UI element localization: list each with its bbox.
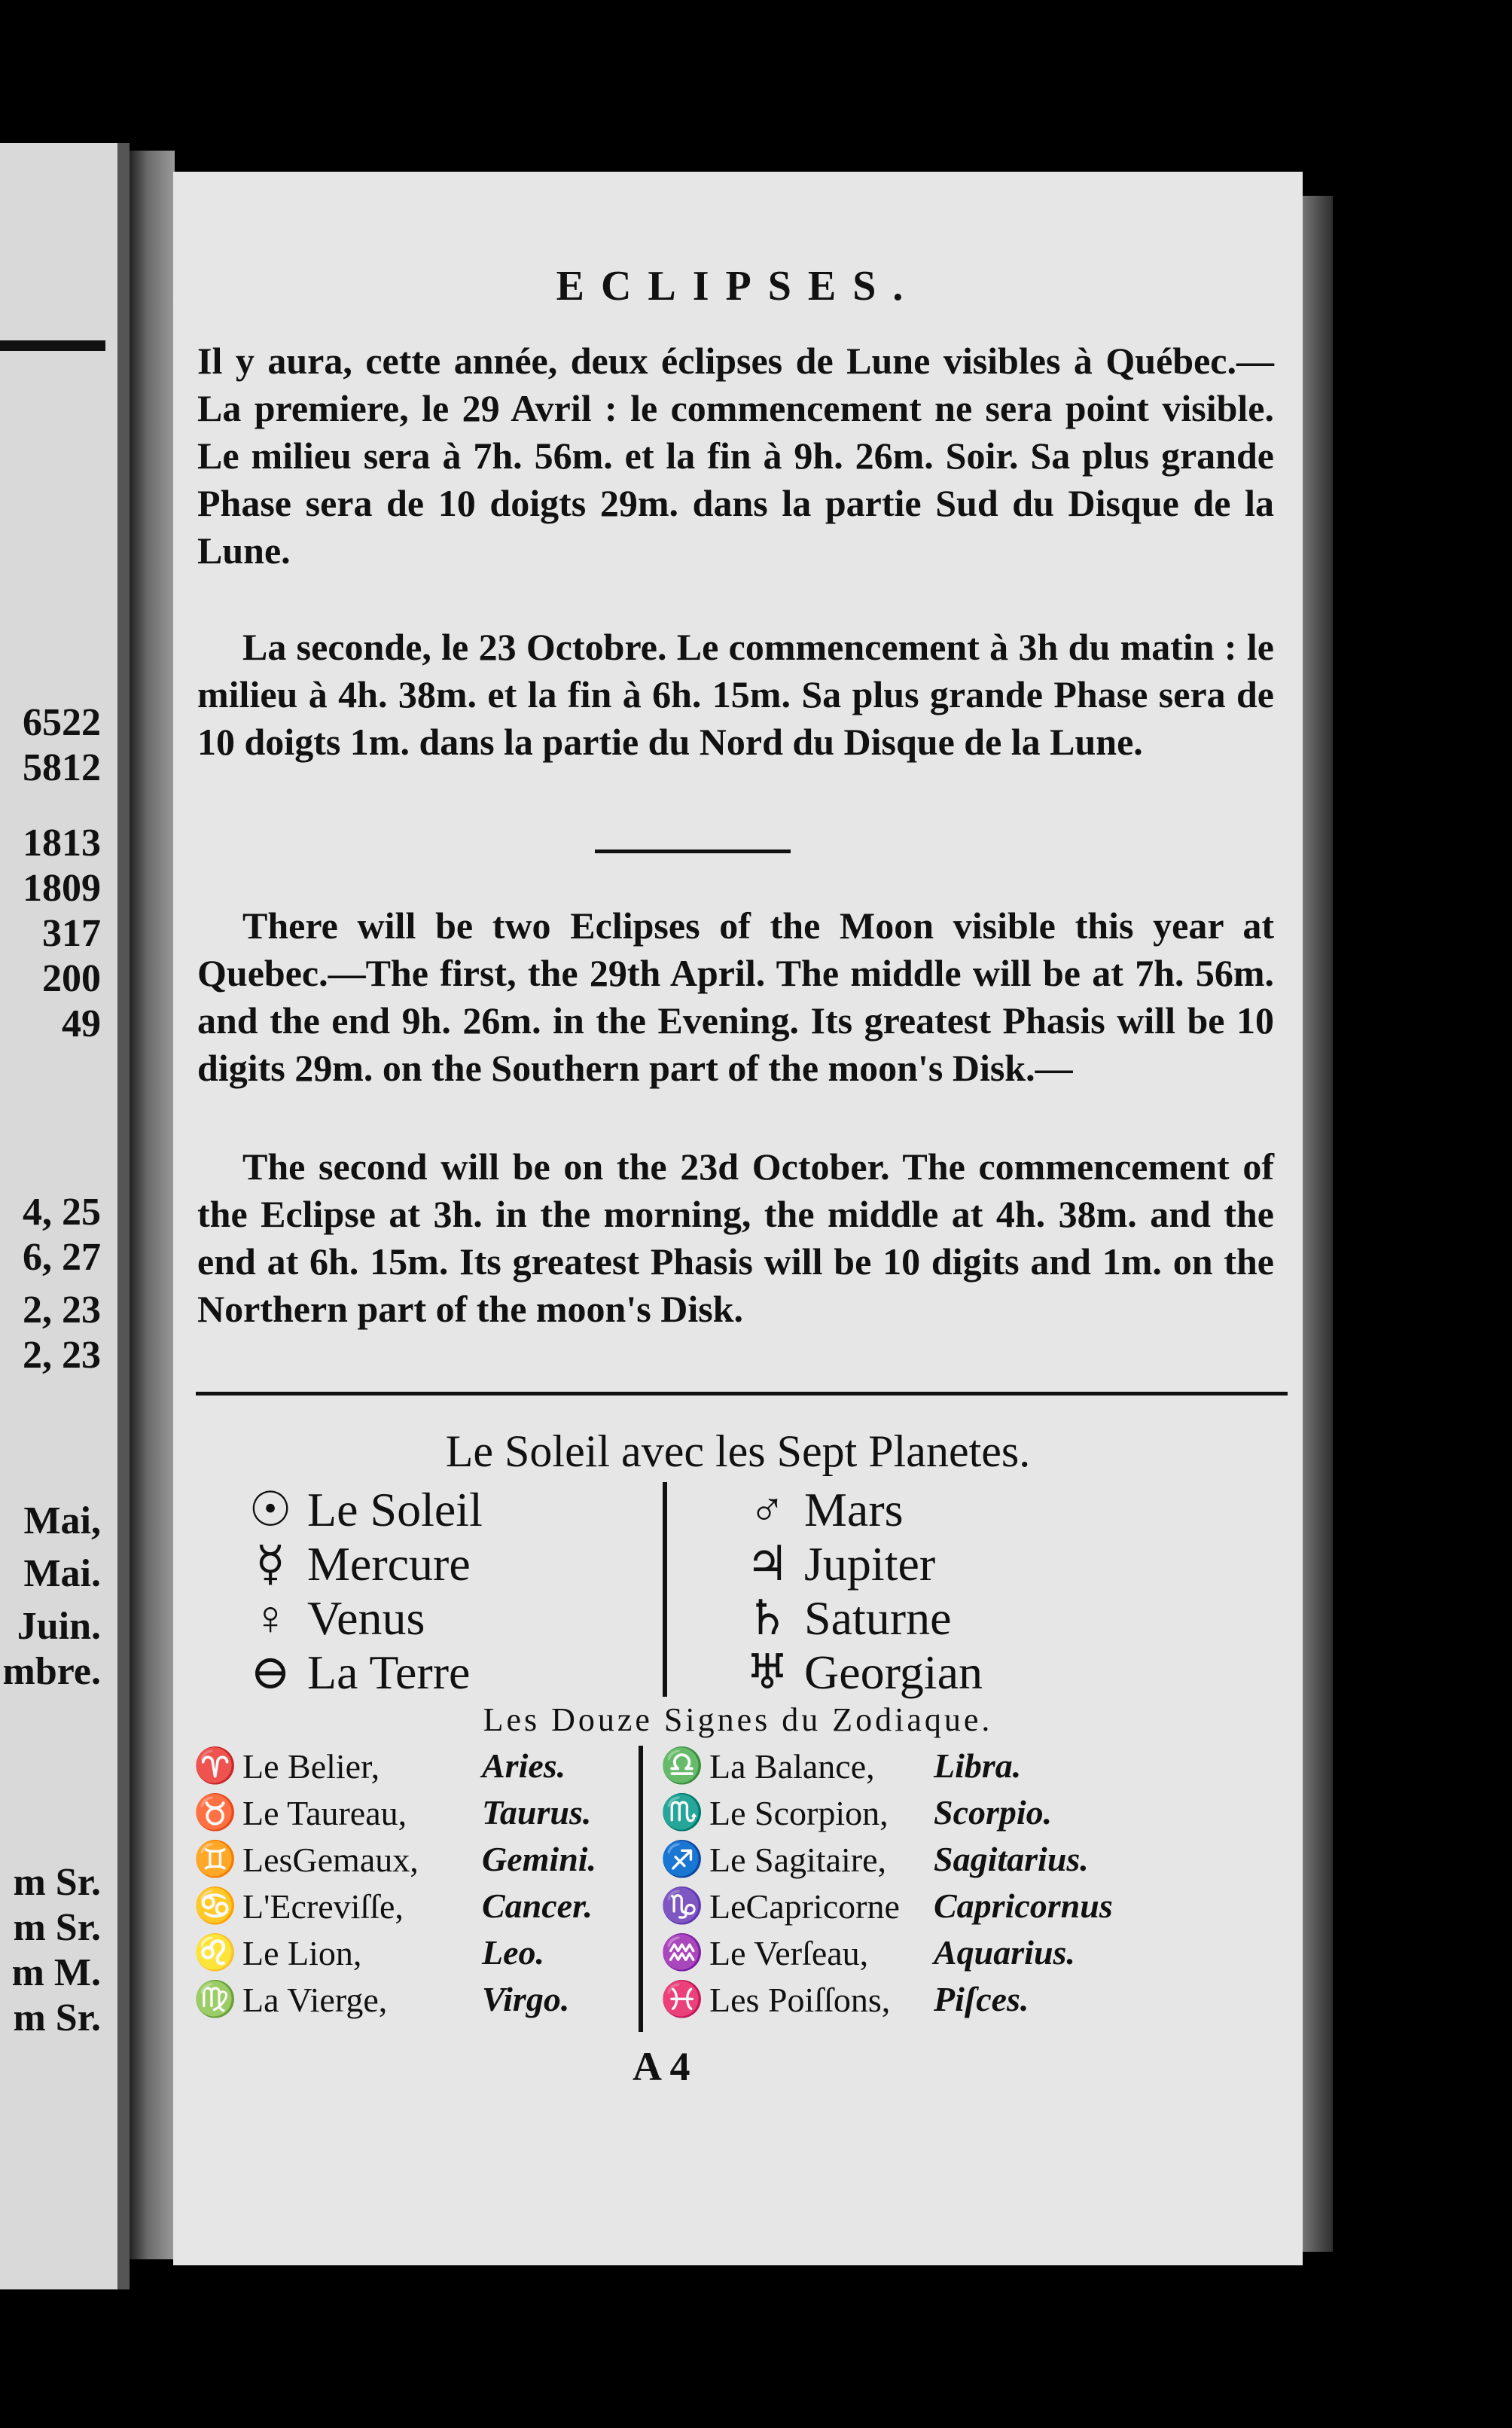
french-paragraph-2: La seconde, le 23 Octobre. Le commencement à 3h du matin : le milieu à 4h. 38m. et la fin à 6h. 15m. Sa plus grande Phase sera de 10 doigts 1m. dans la partie du Nord du Disque de la Lune. [197,626,1274,763]
planet-row [233,1645,470,1701]
left-fragment: 6522 [23,701,101,744]
planets-heading: Le Soleil avec les Sept Planetes. [445,1426,1031,1476]
aquarius-icon: ♒ [660,1933,704,1972]
zodiac-row [655,1839,886,1880]
sign-french: Les Poiſſons, [709,1980,891,2019]
sign-french: Le Taureau, [242,1793,407,1832]
cancer-icon: ♋ [194,1887,237,1925]
left-fragment: 1809 [23,867,101,910]
planet-name: Mars [804,1483,904,1536]
left-fragment: 4, 25 [23,1191,101,1234]
left-fragment: 6, 27 [23,1236,101,1279]
aries-icon: ♈ [194,1746,237,1785]
libra-icon: ♎ [660,1746,704,1785]
uranus-icon: ♅ [745,1646,789,1699]
mercury-icon: ☿ [255,1537,285,1591]
sign-latin: Aquarius. [934,1933,1075,1972]
sign-latin: Gemini. [482,1840,597,1878]
section-divider [595,849,791,853]
planet-name: Saturne [804,1591,952,1645]
sign-french: Le Belier, [242,1746,380,1786]
sign-french: LeCapricorne [709,1887,900,1926]
left-page [0,143,130,2289]
planet-name: Mercure [307,1537,471,1591]
left-fragment: mbre. [2,1650,101,1693]
zodiac-row [188,1886,404,1926]
sun-icon: ☉ [248,1483,292,1536]
page-title: ECLIPSES. [556,263,920,310]
zodiac-row [188,1792,407,1833]
zodiac-row [188,1979,387,2020]
zodiac-row [655,1979,890,2020]
left-fragment: Juin. [17,1605,101,1648]
scorpio-icon: ♏ [660,1793,704,1832]
english-paragraph-2: The second will be on the 23d October. The commencement of the Eclipse at 3h. in the morning, the middle at 4h. 38m. and the end at 6h. 15m. Its greatest Phasis will be 10 digits and 1m. on the Northern part of the moon's Disk. [197,1145,1274,1330]
pisces-icon: ♓ [660,1980,704,2018]
planet-row [730,1482,904,1538]
planets-divider [196,1392,1288,1395]
sign-french: Le Verſeau, [709,1933,869,1972]
zodiac-row [188,1746,380,1786]
signature-mark: A 4 [633,2044,690,2089]
left-fragment: m Sr. [13,1861,101,1904]
planet-name: Jupiter [804,1537,936,1591]
left-fragment: m Sr. [13,1996,101,2039]
left-fragment: Mai, [23,1499,101,1542]
capricorn-icon: ♑ [660,1887,704,1925]
zodiac-row [655,1886,900,1926]
sign-french: Le Scorpion, [709,1793,889,1832]
sagittarius-icon: ♐ [660,1840,704,1878]
planet-name: La Terre [307,1646,471,1699]
zodiac-heading: Les Douze Signes du Zodiaque. [483,1701,993,1738]
gemini-icon: ♊ [194,1840,237,1878]
saturn-icon: ♄ [745,1591,789,1645]
planet-name: Venus [307,1591,425,1645]
left-fragment: m M. [11,1951,101,1994]
sign-latin: Taurus. [482,1793,592,1832]
zodiac-row [188,1932,361,1973]
sign-french: Le Sagitaire, [709,1840,887,1879]
sign-latin: Piſces. [934,1980,1029,2018]
sign-latin: Capricornus [934,1887,1113,1925]
english-paragraph-1: There will be two Eclipses of the Moon visible this year at Quebec.—The first, the 29th April. The middle will be at 7h. 56m. and the end 9h. 26m. in the Evening. Its greatest Phasis will be 10 digits 29m. on the Southern part of the moon's Disk.— [197,904,1274,1089]
sign-latin: Sagitarius. [934,1840,1089,1878]
planet-name: Le Soleil [307,1483,483,1536]
planet-row [730,1645,983,1701]
virgo-icon: ♍ [194,1980,237,2018]
book-page [173,172,1303,2265]
left-fragment: 2, 23 [23,1289,101,1331]
planet-row [730,1536,935,1592]
mars-icon: ♂ [749,1483,785,1536]
planets-column-divider [663,1482,667,1697]
left-fragment: m Sr. [13,1906,101,1949]
planet-row [730,1591,952,1646]
zodiac-row [188,1839,419,1880]
sign-latin: Cancer. [482,1887,593,1925]
planet-row [233,1591,425,1646]
left-fragment: 5812 [23,746,101,789]
left-page-rule [0,340,105,351]
venus-icon: ♀ [252,1591,288,1645]
sign-latin: Scorpio. [934,1793,1053,1832]
french-paragraph-1: Il y aura, cette année, deux éclipses de Lune visibles à Québec.—La premiere, le 29 Avril : le commencement ne sera point visible. Le milieu sera à 7h. 56m. et la fin à 9h. 26m. Soir. Sa plus grande Phase sera de 10 doigts 29m. dans la partie Sud du Disque de la Lune. [197,340,1274,572]
left-fragment: 200 [42,957,101,1000]
left-fragment: Mai. [23,1552,101,1595]
book-gutter [130,151,175,2259]
earth-icon: ⊖ [250,1646,291,1699]
zodiac-row [655,1792,889,1833]
sign-latin: Libra. [934,1746,1022,1785]
sign-french: L'Ecreviſſe, [242,1887,404,1926]
left-fragment: 317 [42,912,101,955]
sign-french: LesGemaux, [242,1840,419,1879]
zodiac-row [655,1932,868,1973]
sign-french: Le Lion, [242,1933,362,1972]
sign-latin: Aries. [482,1746,566,1785]
leo-icon: ♌ [194,1933,237,1972]
planet-row [233,1482,483,1538]
zodiac-row [655,1746,875,1786]
planet-row [233,1536,471,1592]
left-fragment: 1813 [23,822,101,865]
planet-name: Georgian [804,1646,983,1699]
sign-french: La Vierge, [242,1980,388,2019]
jupiter-icon: ♃ [745,1537,789,1591]
zodiac-column-divider [639,1746,643,2032]
left-fragment: 2, 23 [23,1334,101,1377]
sign-latin: Leo. [482,1933,545,1972]
left-fragment: 49 [62,1002,101,1045]
sign-french: La Balance, [709,1746,875,1786]
taurus-icon: ♉ [194,1793,237,1832]
sign-latin: Virgo. [482,1980,570,2018]
